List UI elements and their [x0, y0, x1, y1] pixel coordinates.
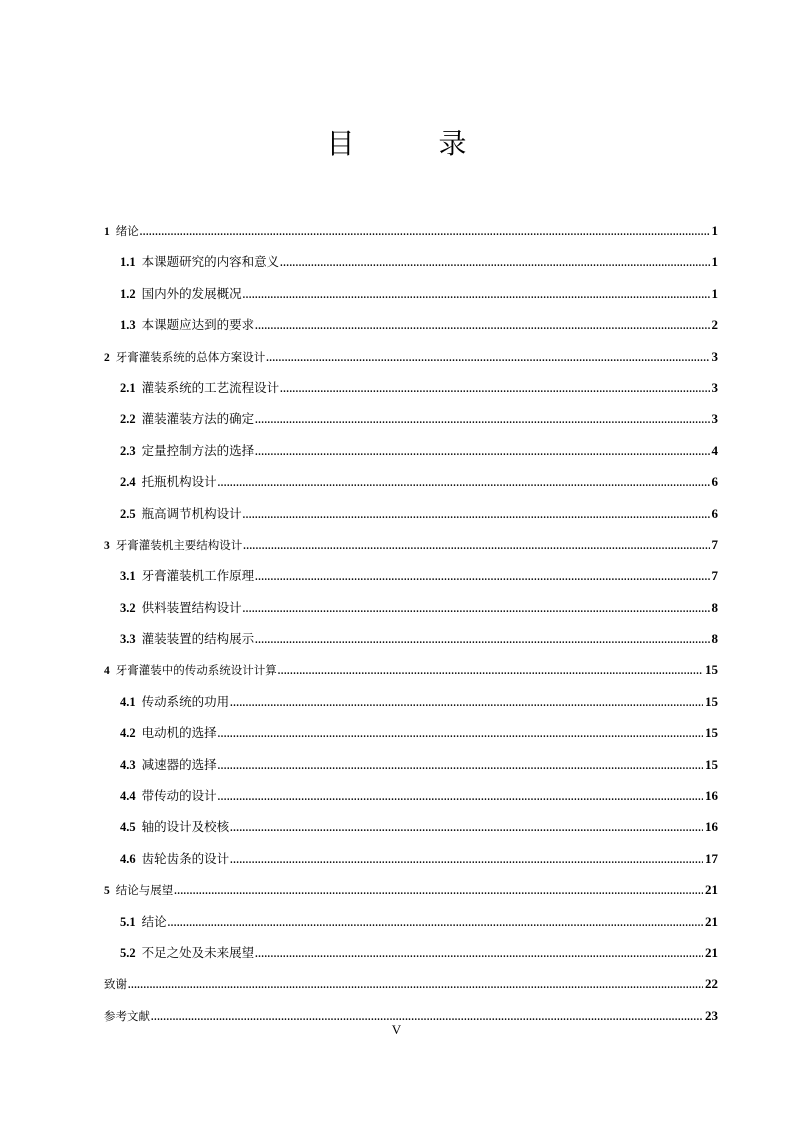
toc-entry-page: 6	[711, 474, 718, 490]
toc-entry-number: 4	[104, 665, 110, 678]
toc-entry-title: 灌装系统的工艺流程设计	[141, 379, 280, 395]
toc-entry-page: 3	[711, 348, 718, 364]
toc-entry[interactable]	[104, 722, 718, 753]
toc-dot-leader	[230, 850, 703, 872]
page-number: V	[391, 1022, 402, 1037]
toc-dot-leader	[218, 787, 703, 809]
toc-entry-title: 牙膏灌装机主要结构设计	[115, 537, 243, 552]
toc-entry-title: 不足之处及未来展望	[141, 944, 255, 960]
toc-entry[interactable]	[104, 597, 718, 628]
toc-entry-title: 托瓶机构设计	[141, 474, 217, 490]
toc-entry-number: 2.4	[120, 475, 136, 490]
toc-entry-title: 结论	[141, 913, 167, 929]
toc-entry-page: 15	[705, 693, 718, 709]
toc-entry[interactable]	[104, 314, 718, 345]
toc-entry-title: 国内外的发展概况	[141, 285, 242, 301]
toc-entry-number: 4.1	[120, 694, 136, 709]
toc-entry[interactable]	[104, 440, 718, 471]
toc-dot-leader	[255, 410, 709, 432]
toc-entry-page: 15	[705, 725, 718, 741]
toc-entry[interactable]	[104, 879, 718, 910]
toc-entry[interactable]	[104, 942, 718, 973]
toc-dot-leader	[230, 693, 703, 715]
toc-entry-page: 16	[705, 819, 718, 835]
toc-entry-number: 1.3	[120, 318, 136, 333]
toc-entry-title: 灌装装置的结构展示	[141, 631, 255, 647]
toc-entry-number: 4.6	[120, 851, 136, 866]
toc-dot-leader	[255, 567, 709, 589]
toc-entry-title: 灌装灌装方法的确定	[141, 411, 255, 427]
toc-entry-number: 2	[104, 351, 110, 364]
toc-entry-number: 4.2	[120, 726, 136, 741]
toc-entry-number: 1	[104, 226, 110, 238]
table-of-contents	[104, 220, 718, 1036]
toc-entry-number: 2.5	[120, 506, 136, 521]
toc-entry-title: 齿轮齿条的设计	[141, 850, 230, 866]
toc-entry-title: 供料装置结构设计	[141, 599, 242, 615]
toc-entry-title: 牙膏灌装系统的总体方案设计	[115, 349, 266, 364]
toc-dot-leader	[243, 285, 710, 307]
toc-entry[interactable]	[104, 408, 718, 439]
toc-entry-number: 2.3	[120, 443, 136, 458]
toc-entry-number: 2.1	[120, 380, 136, 395]
toc-entry-number: 5	[104, 885, 110, 898]
toc-entry-page: 23	[705, 1007, 718, 1023]
toc-entry-number: 3.2	[120, 600, 136, 615]
toc-dot-leader	[255, 630, 709, 652]
toc-entry-title: 瓶高调节机构设计	[141, 505, 242, 521]
toc-entry-title: 传动系统的功用	[141, 693, 230, 709]
toc-dot-leader	[218, 473, 710, 495]
toc-entry-number: 3.3	[120, 632, 136, 647]
toc-entry-title: 电动机的选择	[141, 725, 217, 741]
toc-entry-page: 1	[711, 223, 718, 238]
toc-dot-leader	[218, 724, 703, 746]
toc-entry[interactable]	[104, 534, 718, 565]
toc-dot-leader	[243, 599, 710, 621]
toc-entry-number: 4.4	[120, 789, 136, 804]
toc-entry-page: 7	[711, 536, 718, 552]
toc-entry-title: 本课题应达到的要求	[141, 317, 255, 333]
toc-entry[interactable]	[104, 659, 718, 690]
toc-entry-number: 1.2	[120, 286, 136, 301]
toc-entry-page: 22	[705, 976, 718, 992]
toc-dot-leader	[168, 913, 703, 935]
toc-entry-page: 21	[705, 944, 718, 960]
toc-entry-page: 15	[705, 662, 718, 678]
toc-entry-title: 牙膏灌装中的传动系统设计计算	[115, 663, 277, 678]
toc-entry-title: 带传动的设计	[141, 788, 217, 804]
toc-dot-leader	[255, 944, 703, 966]
toc-entry-title: 参考文献	[104, 1008, 150, 1023]
toc-entry-number: 5.2	[120, 945, 136, 960]
toc-dot-leader	[255, 442, 709, 464]
toc-dot-leader	[243, 536, 709, 558]
toc-entry[interactable]	[104, 565, 718, 596]
toc-entry-number: 2.2	[120, 412, 136, 427]
toc-dot-leader	[280, 379, 709, 401]
toc-entry-number: 4.3	[120, 757, 136, 772]
toc-entry-number: 3.1	[120, 569, 136, 584]
toc-dot-leader	[174, 881, 703, 903]
toc-dot-leader	[140, 222, 710, 244]
toc-dot-leader	[243, 505, 710, 527]
toc-entry[interactable]	[104, 346, 718, 377]
toc-entry-title: 牙膏灌装机工作原理	[141, 568, 255, 584]
toc-entry-page: 16	[705, 788, 718, 804]
toc-entry-title: 本课题研究的内容和意义	[141, 254, 280, 270]
toc-entry[interactable]	[104, 220, 718, 251]
toc-entry-title: 轴的设计及校核	[141, 819, 230, 835]
toc-entry[interactable]	[104, 503, 718, 534]
toc-entry[interactable]	[104, 785, 718, 816]
toc-entry-page: 6	[711, 505, 718, 521]
toc-entry-page: 2	[711, 317, 718, 333]
toc-entry-number: 4.5	[120, 820, 136, 835]
toc-entry[interactable]	[104, 471, 718, 502]
toc-entry[interactable]	[104, 848, 718, 879]
toc-dot-leader	[266, 348, 709, 370]
toc-entry[interactable]	[104, 754, 718, 785]
toc-dot-leader	[230, 818, 703, 840]
toc-entry-title: 减速器的选择	[141, 756, 217, 772]
toc-entry-title: 结论与展望	[115, 883, 174, 898]
toc-dot-leader	[280, 253, 709, 275]
toc-entry-number: 5.1	[120, 914, 136, 929]
toc-entry-page: 3	[711, 379, 718, 395]
toc-entry-page: 4	[711, 442, 718, 458]
toc-entry[interactable]	[104, 251, 718, 282]
toc-entry[interactable]	[104, 911, 718, 942]
toc-entry[interactable]	[104, 283, 718, 314]
toc-entry-page: 21	[705, 882, 718, 898]
toc-entry-page: 3	[711, 411, 718, 427]
toc-entry-page: 1	[711, 285, 718, 301]
toc-entry-title: 绪论	[115, 224, 139, 238]
toc-entry-page: 21	[705, 913, 718, 929]
toc-dot-leader	[128, 975, 703, 997]
toc-entry[interactable]	[104, 628, 718, 659]
toc-entry-number: 1.1	[120, 255, 136, 270]
page-title: 目 录	[326, 127, 495, 160]
toc-entry[interactable]	[104, 691, 718, 722]
toc-entry[interactable]	[104, 973, 718, 1004]
toc-entry-title: 致谢	[104, 977, 127, 992]
toc-entry[interactable]	[104, 816, 718, 847]
toc-entry-page: 7	[711, 568, 718, 584]
toc-entry-number: 3	[104, 539, 110, 552]
toc-entry-page: 8	[711, 599, 718, 615]
toc-dot-leader	[218, 756, 703, 778]
toc-entry-page: 15	[705, 756, 718, 772]
toc-entry-page: 8	[711, 631, 718, 647]
toc-entry-page: 17	[705, 850, 718, 866]
toc-entry-page: 1	[711, 254, 718, 270]
toc-entry-title: 定量控制方法的选择	[141, 442, 255, 458]
toc-dot-leader	[278, 661, 703, 683]
toc-dot-leader	[255, 316, 709, 338]
toc-entry[interactable]	[104, 377, 718, 408]
